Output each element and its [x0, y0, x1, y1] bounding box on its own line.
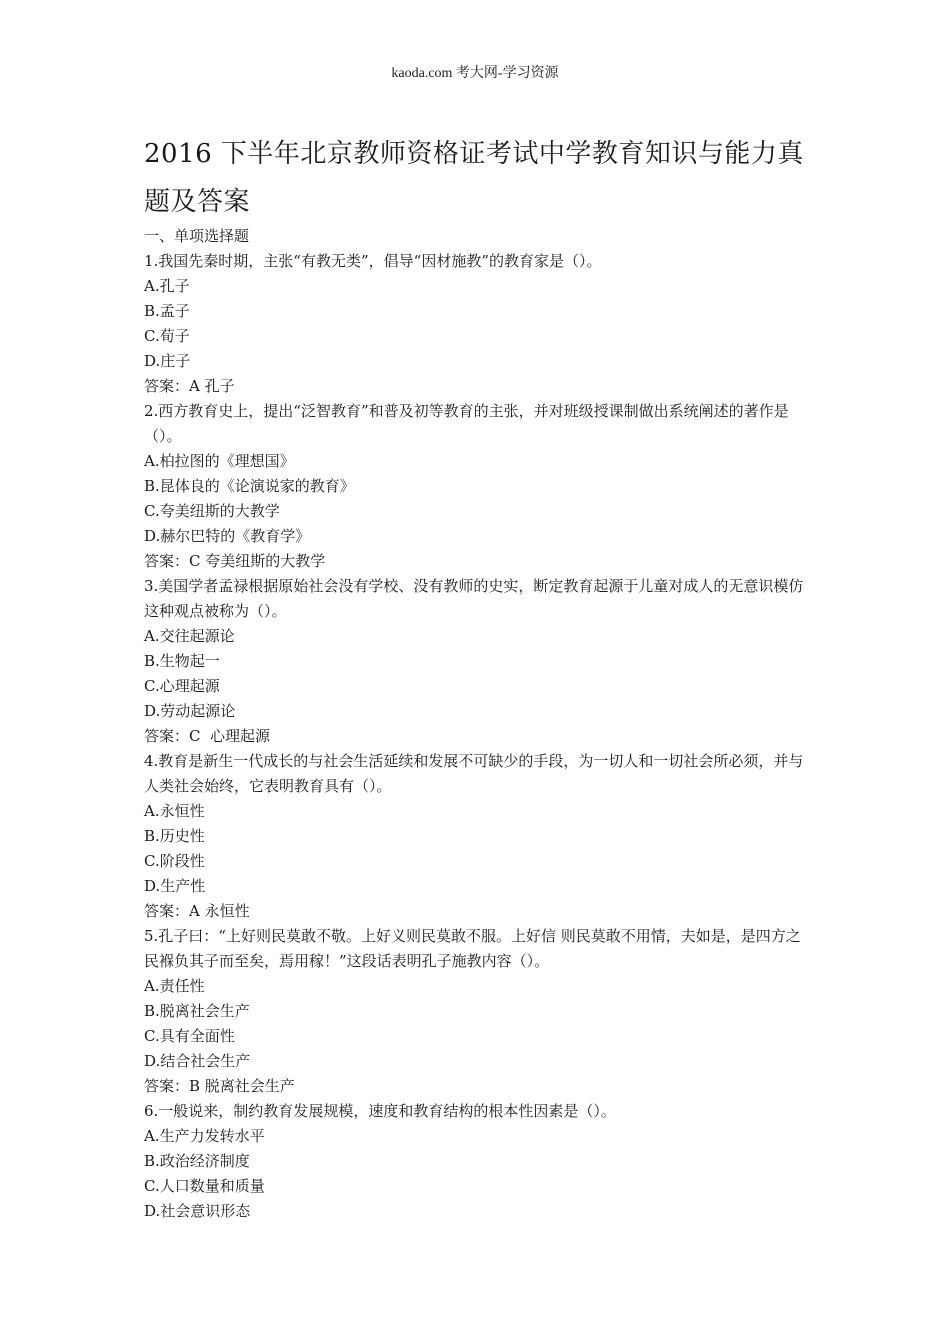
page-header: kaoda.com 考大网-学习资源	[391, 66, 559, 81]
question-1-option-a: A.孔子	[144, 277, 190, 295]
question-3-answer: 答案：C 心理起源	[144, 727, 271, 745]
question-4-option-d: D.生产性	[144, 877, 206, 895]
question-3-stem: 3.美国学者孟禄根据原始社会没有学校、没有教师的史实，断定教育起源于儿童对成人的无意识模仿这种观点被称为（）。	[144, 577, 804, 620]
question-6-stem: 6.一般说来，制约教育发展规模，速度和教育结构的根本性因素是（）。	[144, 1102, 616, 1120]
question-3-option-b: B.生物起一	[144, 652, 220, 670]
document-body	[144, 224, 814, 1224]
question-2-option-b: B.昆体良的《论演说家的教育》	[144, 477, 355, 495]
question-2-option-a: A.柏拉图的《理想国》	[144, 452, 295, 470]
question-4-answer: 答案：A 永恒性	[144, 902, 250, 920]
question-4-option-c: C.阶段性	[144, 852, 205, 870]
question-1-stem: 1.我国先秦时期，主张“有教无类”，倡导“因材施教”的教育家是（）。	[144, 252, 602, 270]
question-4-option-b: B.历史性	[144, 827, 205, 845]
question-3-option-a: A.交往起源论	[144, 627, 235, 645]
question-5-stem: 5.孔子曰：“上好则民莫敢不敬。上好义则民莫敢不服。上好信 则民莫敢不用情，夫如是，是四方之民褓负其子而至矣，焉用稼！”这段话表明孔子施教内容（）。	[144, 927, 801, 970]
question-6-option-a: A.生产力发转水平	[144, 1127, 265, 1145]
question-5-option-b: B.脱离社会生产	[144, 1002, 250, 1020]
question-1-option-d: D.庄子	[144, 352, 191, 370]
question-5-option-d: D.结合社会生产	[144, 1052, 251, 1070]
question-4-option-a: A.永恒性	[144, 802, 205, 820]
question-2-option-d: D.赫尔巴特的《教育学》	[144, 527, 311, 545]
question-1-option-c: C.荀子	[144, 327, 190, 345]
question-2-stem: 2.西方教育史上，提出“泛智教育”和普及初等教育的主张，并对班级授课制做出系统阐述的著作是（）。	[144, 402, 789, 445]
question-2-option-c: C.夸美纽斯的大教学	[144, 502, 280, 520]
question-6-option-c: C.人口数量和质量	[144, 1177, 265, 1195]
question-1-answer: 答案：A 孔子	[144, 377, 235, 395]
question-5-option-c: C.具有全面性	[144, 1027, 235, 1045]
question-3-option-c: C.心理起源	[144, 677, 220, 695]
question-4-stem: 4.教育是新生一代成长的与社会生活延续和发展不可缺少的手段，为一切人和一切社会所必须，并与人类社会始终，它表明教育具有（）。	[144, 752, 804, 795]
question-5-answer: 答案：B 脱离社会生产	[144, 1077, 295, 1095]
question-1-option-b: B.孟子	[144, 302, 190, 320]
question-6-option-b: B.政治经济制度	[144, 1152, 250, 1170]
question-5-option-a: A.责任性	[144, 977, 205, 995]
question-2-answer: 答案：C 夸美纽斯的大教学	[144, 552, 326, 570]
question-6-option-d: D.社会意识形态	[144, 1202, 251, 1220]
section-heading: 一、单项选择题	[144, 227, 250, 245]
question-3-option-d: D.劳动起源论	[144, 702, 236, 720]
page-title: 2016 下半年北京教师资格证考试中学教育知识与能力真题及答案	[144, 139, 804, 217]
